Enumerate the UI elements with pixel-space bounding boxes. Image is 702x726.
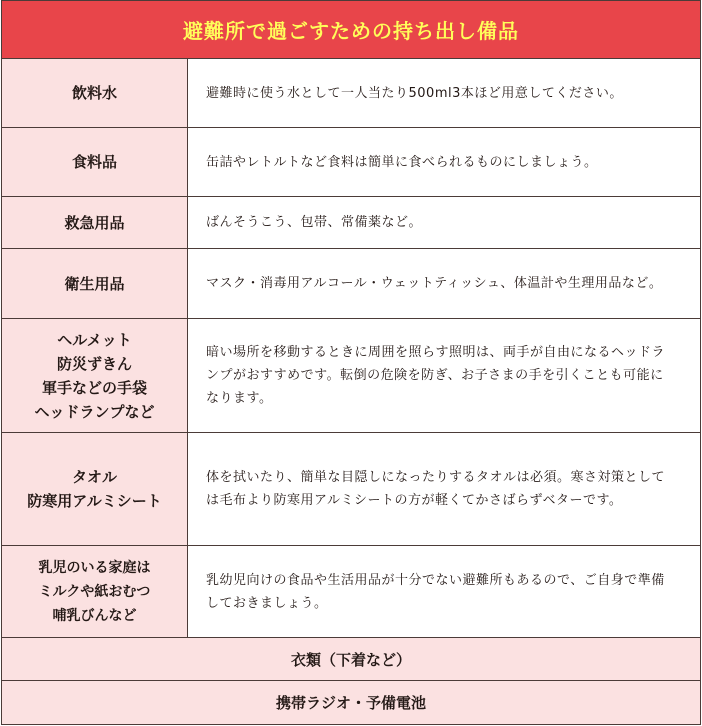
row-label-water: 飲料水 [2,59,188,127]
row-label-hygiene: 衛生用品 [2,249,188,318]
supplies-table [1,0,701,725]
row-description-first-aid: ばんそうこう、包帯、常備薬など。 [188,197,700,248]
row-label-towel: タオル 防寒用アルミシート [2,433,188,545]
table-row [1,249,701,319]
row-description-infant: 乳幼児向けの食品や生活用品が十分でない避難所もあるので、ご自身で準備しておきましょう。 [188,546,700,637]
row-radio-battery: 携帯ラジオ・予備電池 [1,681,701,725]
row-description-towel: 体を拭いたり、簡単な目隠しになったりするタオルは必須。寒さ対策としては毛布より防寒用アルミシートの方が軽くてかさばらずベターです。 [188,433,700,545]
row-label-food: 食料品 [2,128,188,196]
table-title: 避難所で過ごすための持ち出し備品 [1,0,701,59]
row-clothing: 衣類（下着など） [1,638,701,681]
table-row [1,433,701,546]
row-label-first-aid: 救急用品 [2,197,188,248]
row-description-hygiene: マスク・消毒用アルコール・ウェットティッシュ、体温計や生理用品など。 [188,249,700,318]
row-label-helmet: ヘルメット 防災ずきん 軍手などの手袋 ヘッドランプなど [2,319,188,432]
table-row [1,546,701,638]
row-description-food: 缶詰やレトルトなど食料は簡単に食べられるものにしましょう。 [188,128,700,196]
table-row [1,128,701,197]
table-row [1,59,701,128]
row-label-infant: 乳児のいる家庭は ミルクや紙おむつ 哺乳びんなど [2,546,188,637]
row-description-helmet: 暗い場所を移動するときに周囲を照らす照明は、両手が自由になるヘッドランプがおすすめです。転倒の危険を防ぎ、お子さまの手を引くことも可能になります。 [188,319,700,432]
table-row [1,319,701,433]
table-row [1,197,701,249]
row-description-water: 避難時に使う水として一人当たり500ml3本ほど用意してください。 [188,59,700,127]
